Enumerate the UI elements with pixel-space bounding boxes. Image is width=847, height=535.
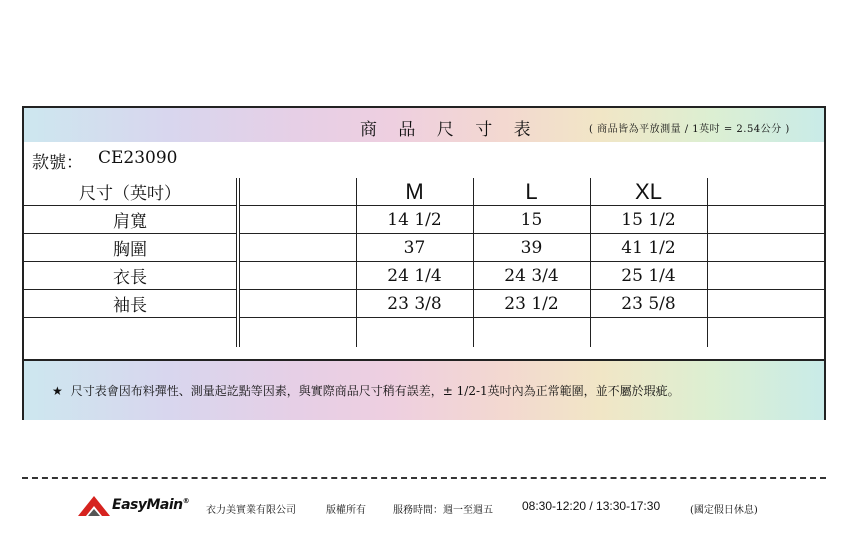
table-row — [24, 262, 824, 290]
size-header-l: L — [473, 178, 590, 206]
table-row — [24, 290, 824, 318]
table-cell: 24 3/4 — [473, 262, 590, 290]
table-row — [24, 234, 824, 262]
row-label: 肩寬 — [24, 206, 238, 234]
table-cell: 15 1/2 — [590, 206, 707, 234]
size-header-m: M — [356, 178, 473, 206]
title-bar — [24, 108, 824, 144]
table-cell — [238, 262, 356, 290]
size-header-xl: XL — [590, 178, 707, 206]
size-chart — [22, 106, 826, 420]
row-label — [24, 318, 238, 348]
table-cell: 41 1/2 — [590, 234, 707, 262]
copyright-text: 版權所有 — [326, 505, 366, 516]
chart-title: 商 品 尺 寸 表 — [360, 120, 539, 140]
size-table — [24, 178, 824, 347]
brand-logo — [112, 497, 189, 513]
table-cell — [707, 262, 824, 290]
row-label: 胸圍 — [24, 234, 238, 262]
table-cell: 15 — [473, 206, 590, 234]
style-number-value: CE23090 — [98, 148, 178, 168]
table-cell — [238, 206, 356, 234]
style-number-label: 款號： — [32, 153, 83, 173]
table-cell — [707, 318, 824, 348]
size-header-cell — [707, 178, 824, 206]
table-cell — [707, 290, 824, 318]
star-icon: ★ — [52, 384, 63, 398]
notice-text-wrap — [52, 382, 680, 399]
table-cell — [238, 318, 356, 348]
size-corner-label: 尺寸（英吋） — [24, 178, 238, 206]
footer — [78, 494, 818, 520]
dashed-divider — [22, 477, 826, 479]
brand-name: EasyMain — [112, 497, 183, 513]
service-time-label: 服務時間：週一至週五 — [393, 505, 493, 516]
company-name: 衣力美實業有限公司 — [206, 505, 296, 516]
size-header-row — [24, 178, 824, 206]
table-cell: 23 3/8 — [356, 290, 473, 318]
row-label: 袖長 — [24, 290, 238, 318]
table-cell — [238, 234, 356, 262]
table-cell: 24 1/4 — [356, 262, 473, 290]
table-cell: 37 — [356, 234, 473, 262]
table-row — [24, 318, 824, 348]
table-cell — [238, 290, 356, 318]
table-cell: 23 5/8 — [590, 290, 707, 318]
measurement-note: ( 商品皆為平放測量 / 1英吋 = 2.54公分 ) — [589, 124, 790, 135]
table-cell — [707, 206, 824, 234]
mountain-logo-icon — [78, 496, 110, 516]
registered-mark: ® — [182, 497, 190, 505]
table-cell — [356, 318, 473, 348]
service-hours: 08:30-12:20 / 13:30-17:30 — [522, 499, 661, 513]
tolerance-notice: 尺寸表會因布料彈性、測量起訖點等因素，與實際商品尺寸稍有誤差，± 1/2-1英吋內為正常範圍，並不屬於瑕疵。 — [70, 384, 680, 398]
holiday-note: (國定假日休息) — [690, 505, 758, 516]
size-header-cell — [238, 178, 356, 206]
table-cell — [473, 318, 590, 348]
table-cell — [707, 234, 824, 262]
table-row — [24, 206, 824, 234]
table-cell: 14 1/2 — [356, 206, 473, 234]
style-number-row — [24, 142, 824, 180]
table-cell: 23 1/2 — [473, 290, 590, 318]
table-cell: 39 — [473, 234, 590, 262]
table-cell — [590, 318, 707, 348]
notice-bar — [24, 359, 824, 420]
table-cell: 25 1/4 — [590, 262, 707, 290]
row-label: 衣長 — [24, 262, 238, 290]
